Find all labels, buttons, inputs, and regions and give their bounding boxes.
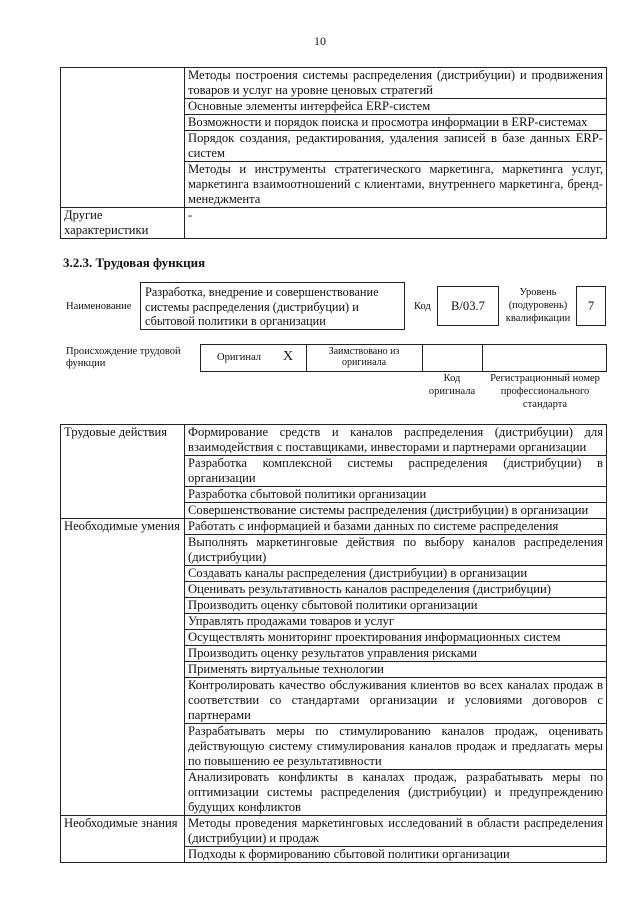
skill-item: Разрабатывать меры по стимулированию каналов продаж, оценивать действующую систему стимулирования каналов продаж и предлагать меры по повышению ее результативности	[185, 724, 607, 770]
name-value-box	[140, 282, 405, 330]
skill-item: Производить оценку сбытовой политики организации	[185, 598, 607, 614]
code-label: Код	[414, 301, 431, 312]
table-row	[61, 425, 607, 456]
origin-borrowed: Заимствовано из оригинала	[328, 346, 400, 368]
knowledge-item: Порядок создания, редактирования, удаления записей в базе данных ERP-систем	[185, 131, 607, 162]
origin-divider-3	[482, 344, 483, 372]
other-characteristics-value: -	[185, 208, 607, 239]
level-value: 7	[587, 298, 595, 313]
other-characteristics-label: Другие характеристики	[61, 208, 185, 239]
table-row	[61, 519, 607, 535]
labor-action: Формирование средств и каналов распределения (дистрибуции) для взаимодействия с поставщиками, инвесторами и партнерами организации	[185, 425, 607, 456]
labor-action: Разработка комплексной системы распределения (дистрибуции) в организации	[185, 456, 607, 487]
skills-label: Необходимые умения	[61, 519, 185, 816]
code-value: B/03.7	[451, 298, 485, 313]
skill-item: Работать с информацией и базами данных по системе распределения	[185, 519, 607, 535]
knowledge-item: Подходы к формированию сбытовой политики организации	[185, 847, 607, 863]
skill-item: Анализировать конфликты в каналах продаж, разрабатывать меры по оптимизации системы распределения (дистрибуции) и предупреждению будущих конфликтов	[185, 770, 607, 816]
table-row	[61, 816, 607, 847]
skill-item: Контролировать качество обслуживания клиентов во всех каналах продаж в соответствии со стандартами организации и условиями договоров с партнерами	[185, 678, 607, 724]
labor-function-table	[60, 424, 607, 863]
skill-item: Создавать каналы распределения (дистрибуции) в организации	[185, 566, 607, 582]
skill-item: Управлять продажами товаров и услуг	[185, 614, 607, 630]
level-label: Уровень (подуровень) квалификации	[505, 287, 571, 324]
code-value-box	[437, 286, 499, 326]
function-name: Разработка, внедрение и совершенствование системы распределения (дистрибуции) и сбытовой политики в организации	[145, 285, 379, 328]
labor-action: Совершенствование системы распределения (дистрибуции) в организации	[185, 503, 607, 519]
knowledge-item: Методы проведения маркетинговых исследований в области распределения (дистрибуции) и продаж	[185, 816, 607, 847]
knowledge-item: Методы и инструменты стратегического маркетинга, маркетинга услуг, маркетинга взаимоотношений с клиентами, внутреннего маркетинга, бренд-менеджмента	[185, 162, 607, 208]
table-cell-empty	[61, 68, 185, 208]
origin-label: Происхождение трудовой функции	[66, 346, 181, 369]
skill-item: Производить оценку результатов управления рисками	[185, 646, 607, 662]
labor-actions-label: Трудовые действия	[61, 425, 185, 519]
origin-mark: X	[283, 349, 294, 364]
origin-divider-2	[422, 344, 423, 372]
labor-action: Разработка сбытовой политики организации	[185, 487, 607, 503]
origin-original: Оригинал	[217, 352, 261, 363]
skill-item: Осуществлять мониторинг проектирования информационных систем	[185, 630, 607, 646]
knowledge-item: Основные элементы интерфейса ERP-систем	[185, 99, 607, 115]
knowledge-item: Методы построения системы распределения (дистрибуции) и продвижения товаров и услуг на уровне ценовых стратегий	[185, 68, 607, 99]
skill-item: Применять виртуальные технологии	[185, 662, 607, 678]
knowledge-label: Необходимые знания	[61, 816, 185, 863]
section-title: 3.2.3. Трудовая функция	[63, 255, 206, 270]
origin-divider-1	[306, 344, 307, 372]
level-value-box	[576, 286, 606, 326]
top-knowledge-table	[60, 67, 607, 239]
skill-item: Оценивать результативность каналов распределения (дистрибуции)	[185, 582, 607, 598]
table-row	[61, 208, 607, 239]
code-original-caption: Код оригинала	[428, 373, 476, 397]
knowledge-item: Возможности и порядок поиска и просмотра информации в ERP-системах	[185, 115, 607, 131]
name-label: Наименование	[66, 301, 132, 312]
skill-item: Выполнять маркетинговые действия по выбору каналов распределения (дистрибуции)	[185, 535, 607, 566]
reg-number-caption: Регистрационный номер профессионального стандарта	[490, 373, 600, 410]
page-number: 10	[314, 34, 326, 48]
table-row	[61, 68, 607, 99]
